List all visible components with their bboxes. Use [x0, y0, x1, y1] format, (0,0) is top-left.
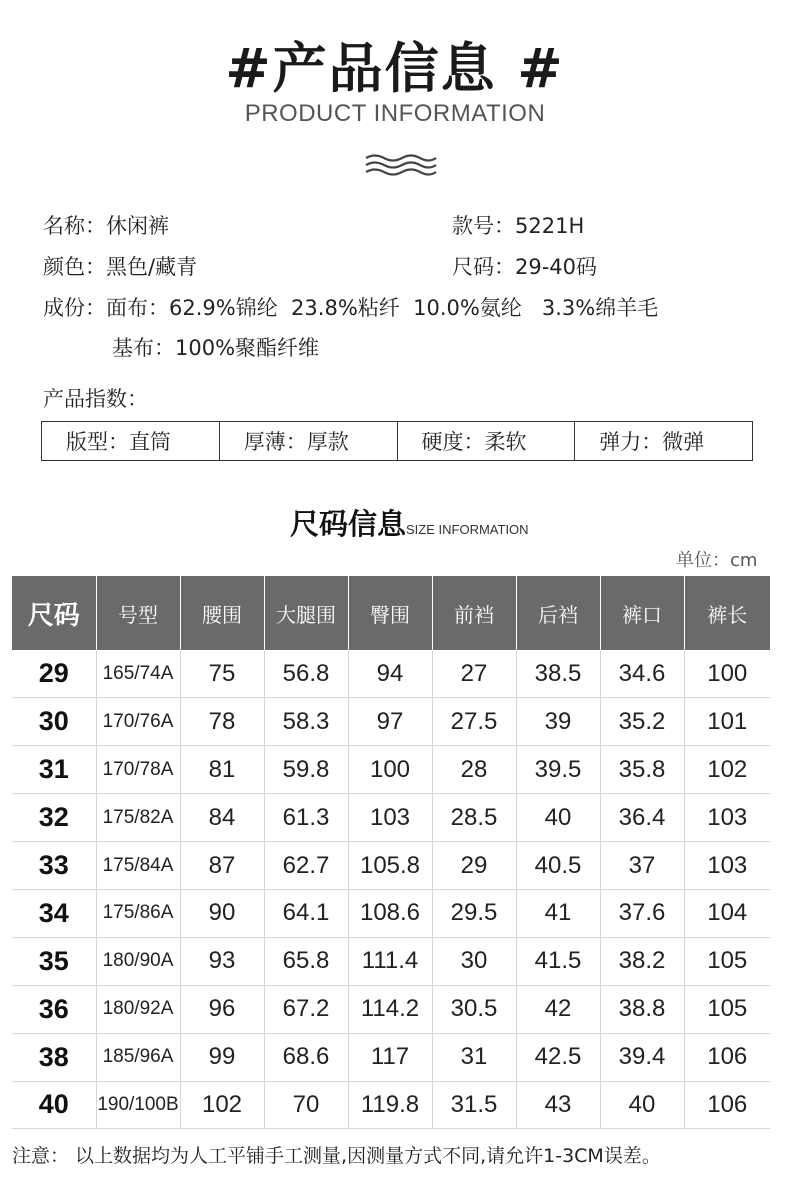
- index-elasticity: 弹力：微弹: [599, 430, 705, 454]
- measurement-cell: 29.5: [432, 889, 516, 937]
- measurement-cell: 39: [516, 698, 600, 746]
- table-header-row: [12, 576, 770, 650]
- table-header-cell: 裤长: [684, 576, 770, 650]
- measurement-cell: 39.5: [516, 746, 600, 794]
- size-cell: 33: [12, 842, 96, 890]
- table-header-cell: 尺码: [12, 576, 96, 650]
- model-cell: 175/86A: [96, 889, 180, 937]
- product-color: [43, 251, 197, 281]
- measurement-cell: 68.6: [264, 1033, 348, 1081]
- table-row: [12, 650, 770, 698]
- size-info-heading: [290, 502, 529, 543]
- name-value: 休闲裤: [106, 214, 169, 238]
- measurement-cell: 40: [516, 794, 600, 842]
- size-cell: 30: [12, 698, 96, 746]
- measurement-cell: 38.8: [600, 985, 684, 1033]
- size-info-subtitle: SIZE INFORMATION: [406, 522, 529, 537]
- composition-label: 成份：: [43, 296, 106, 320]
- composition-base: [112, 332, 319, 362]
- measurement-cell: 90: [180, 889, 264, 937]
- measurement-cell: 108.6: [348, 889, 432, 937]
- measurement-cell: 37: [600, 842, 684, 890]
- measurement-cell: 117: [348, 1033, 432, 1081]
- measurement-cell: 65.8: [264, 937, 348, 985]
- table-row: [12, 937, 770, 985]
- style-number: [452, 210, 584, 240]
- table-header-cell: 裤口: [600, 576, 684, 650]
- measurement-cell: 37.6: [600, 889, 684, 937]
- size-cell: 40: [12, 1081, 96, 1129]
- model-cell: 170/76A: [96, 698, 180, 746]
- table-header-cell: 号型: [96, 576, 180, 650]
- measurement-cell: 97: [348, 698, 432, 746]
- measurement-cell: 105: [684, 985, 770, 1033]
- measurement-cell: 30.5: [432, 985, 516, 1033]
- measurement-cell: 38.2: [600, 937, 684, 985]
- size-cell: 38: [12, 1033, 96, 1081]
- size-table: [12, 576, 770, 1129]
- measurement-cell: 102: [180, 1081, 264, 1129]
- table-header-cell: 后裆: [516, 576, 600, 650]
- measurement-cell: 40.5: [516, 842, 600, 890]
- measurement-cell: 42: [516, 985, 600, 1033]
- unit-label: 单位：cm: [676, 550, 758, 571]
- index-table: [41, 421, 753, 461]
- measurement-cell: 96: [180, 985, 264, 1033]
- measurement-cell: 34.6: [600, 650, 684, 698]
- measurement-cell: 103: [684, 794, 770, 842]
- model-cell: 170/78A: [96, 746, 180, 794]
- table-row: [12, 842, 770, 890]
- measurement-cell: 29: [432, 842, 516, 890]
- product-name: [43, 210, 169, 240]
- measurement-cell: 102: [684, 746, 770, 794]
- measurement-cell: 94: [348, 650, 432, 698]
- size-cell: 34: [12, 889, 96, 937]
- measurement-cell: 67.2: [264, 985, 348, 1033]
- measurement-cell: 41.5: [516, 937, 600, 985]
- measurement-cell: 39.4: [600, 1033, 684, 1081]
- model-cell: 180/92A: [96, 985, 180, 1033]
- measurement-cell: 61.3: [264, 794, 348, 842]
- size-cell: 35: [12, 937, 96, 985]
- index-thickness: 厚薄：厚款: [220, 422, 398, 460]
- table-header-cell: 臀围: [348, 576, 432, 650]
- measurement-cell: 43: [516, 1081, 600, 1129]
- measurement-cell: 40: [600, 1081, 684, 1129]
- measurement-cell: 41: [516, 889, 600, 937]
- measurement-cell: 31.5: [432, 1081, 516, 1129]
- table-row: [12, 889, 770, 937]
- model-cell: 185/96A: [96, 1033, 180, 1081]
- measurement-cell: 56.8: [264, 650, 348, 698]
- base-label: 基布：: [112, 336, 175, 360]
- table-row: [12, 794, 770, 842]
- measurement-cell: 30: [432, 937, 516, 985]
- index-fit: 版型：直筒: [42, 422, 220, 460]
- measurement-cell: 84: [180, 794, 264, 842]
- table-row: [12, 746, 770, 794]
- base-value: 100%聚酯纤维: [175, 336, 320, 360]
- measurement-cell: 28: [432, 746, 516, 794]
- model-cell: 175/84A: [96, 842, 180, 890]
- measurement-cell: 42.5: [516, 1033, 600, 1081]
- measurement-cell: 38.5: [516, 650, 600, 698]
- measurement-cell: 62.7: [264, 842, 348, 890]
- table-header-cell: 腰围: [180, 576, 264, 650]
- size-cell: 31: [12, 746, 96, 794]
- measurement-cell: 100: [348, 746, 432, 794]
- model-cell: 180/90A: [96, 937, 180, 985]
- model-cell: 165/74A: [96, 650, 180, 698]
- table-row: [12, 1081, 770, 1129]
- wave-lines-icon: [364, 152, 438, 178]
- color-value: 黑色/藏青: [106, 255, 198, 279]
- measurement-note: 注意： 以上数据均为人工平铺手工测量,因测量方式不同,请允许1-3CM误差。: [12, 1145, 661, 1167]
- measurement-cell: 27: [432, 650, 516, 698]
- index-hardness: 硬度：柔软: [398, 422, 576, 460]
- size-cell: 36: [12, 985, 96, 1033]
- measurement-cell: 103: [348, 794, 432, 842]
- table-header-cell: 大腿围: [264, 576, 348, 650]
- size-info-title: 尺码信息: [290, 507, 407, 541]
- table-row: [12, 985, 770, 1033]
- measurement-cell: 78: [180, 698, 264, 746]
- measurement-cell: 101: [684, 698, 770, 746]
- measurement-cell: 100: [684, 650, 770, 698]
- size-label: 尺码：: [452, 255, 515, 279]
- fabric-value: 62.9%锦纶 23.8%粘纤 10.0%氨纶 3.3%绵羊毛: [169, 296, 659, 320]
- measurement-cell: 28.5: [432, 794, 516, 842]
- color-label: 颜色：: [43, 255, 106, 279]
- measurement-cell: 106: [684, 1033, 770, 1081]
- measurement-cell: 35.8: [600, 746, 684, 794]
- model-cell: 175/82A: [96, 794, 180, 842]
- style-no-value: 5221H: [515, 214, 585, 238]
- model-cell: 190/100B: [96, 1081, 180, 1129]
- measurement-cell: 35.2: [600, 698, 684, 746]
- measurement-cell: 105: [684, 937, 770, 985]
- measurement-cell: 114.2: [348, 985, 432, 1033]
- fabric-label: 面布：: [106, 296, 169, 320]
- measurement-cell: 104: [684, 889, 770, 937]
- measurement-cell: 106: [684, 1081, 770, 1129]
- measurement-cell: 31: [432, 1033, 516, 1081]
- table-row: [12, 1033, 770, 1081]
- measurement-cell: 81: [180, 746, 264, 794]
- measurement-cell: 111.4: [348, 937, 432, 985]
- size-value: 29-40码: [515, 255, 598, 279]
- table-row: [12, 698, 770, 746]
- measurement-cell: 64.1: [264, 889, 348, 937]
- page-subtitle: PRODUCT INFORMATION: [244, 100, 546, 127]
- table-header-cell: 前裆: [432, 576, 516, 650]
- measurement-cell: 27.5: [432, 698, 516, 746]
- measurement-cell: 87: [180, 842, 264, 890]
- measurement-cell: 105.8: [348, 842, 432, 890]
- measurement-cell: 36.4: [600, 794, 684, 842]
- size-cell: 29: [12, 650, 96, 698]
- measurement-cell: 58.3: [264, 698, 348, 746]
- name-label: 名称：: [43, 214, 106, 238]
- composition-fabric: [43, 292, 658, 322]
- measurement-cell: 70: [264, 1081, 348, 1129]
- measurement-cell: 119.8: [348, 1081, 432, 1129]
- product-size-range: [452, 251, 597, 281]
- measurement-cell: 59.8: [264, 746, 348, 794]
- page-title: #产品信息 #: [225, 37, 565, 100]
- index-title: 产品指数：: [43, 387, 148, 411]
- measurement-cell: 93: [180, 937, 264, 985]
- measurement-cell: 103: [684, 842, 770, 890]
- measurement-cell: 75: [180, 650, 264, 698]
- style-no-label: 款号：: [452, 214, 515, 238]
- measurement-cell: 99: [180, 1033, 264, 1081]
- size-cell: 32: [12, 794, 96, 842]
